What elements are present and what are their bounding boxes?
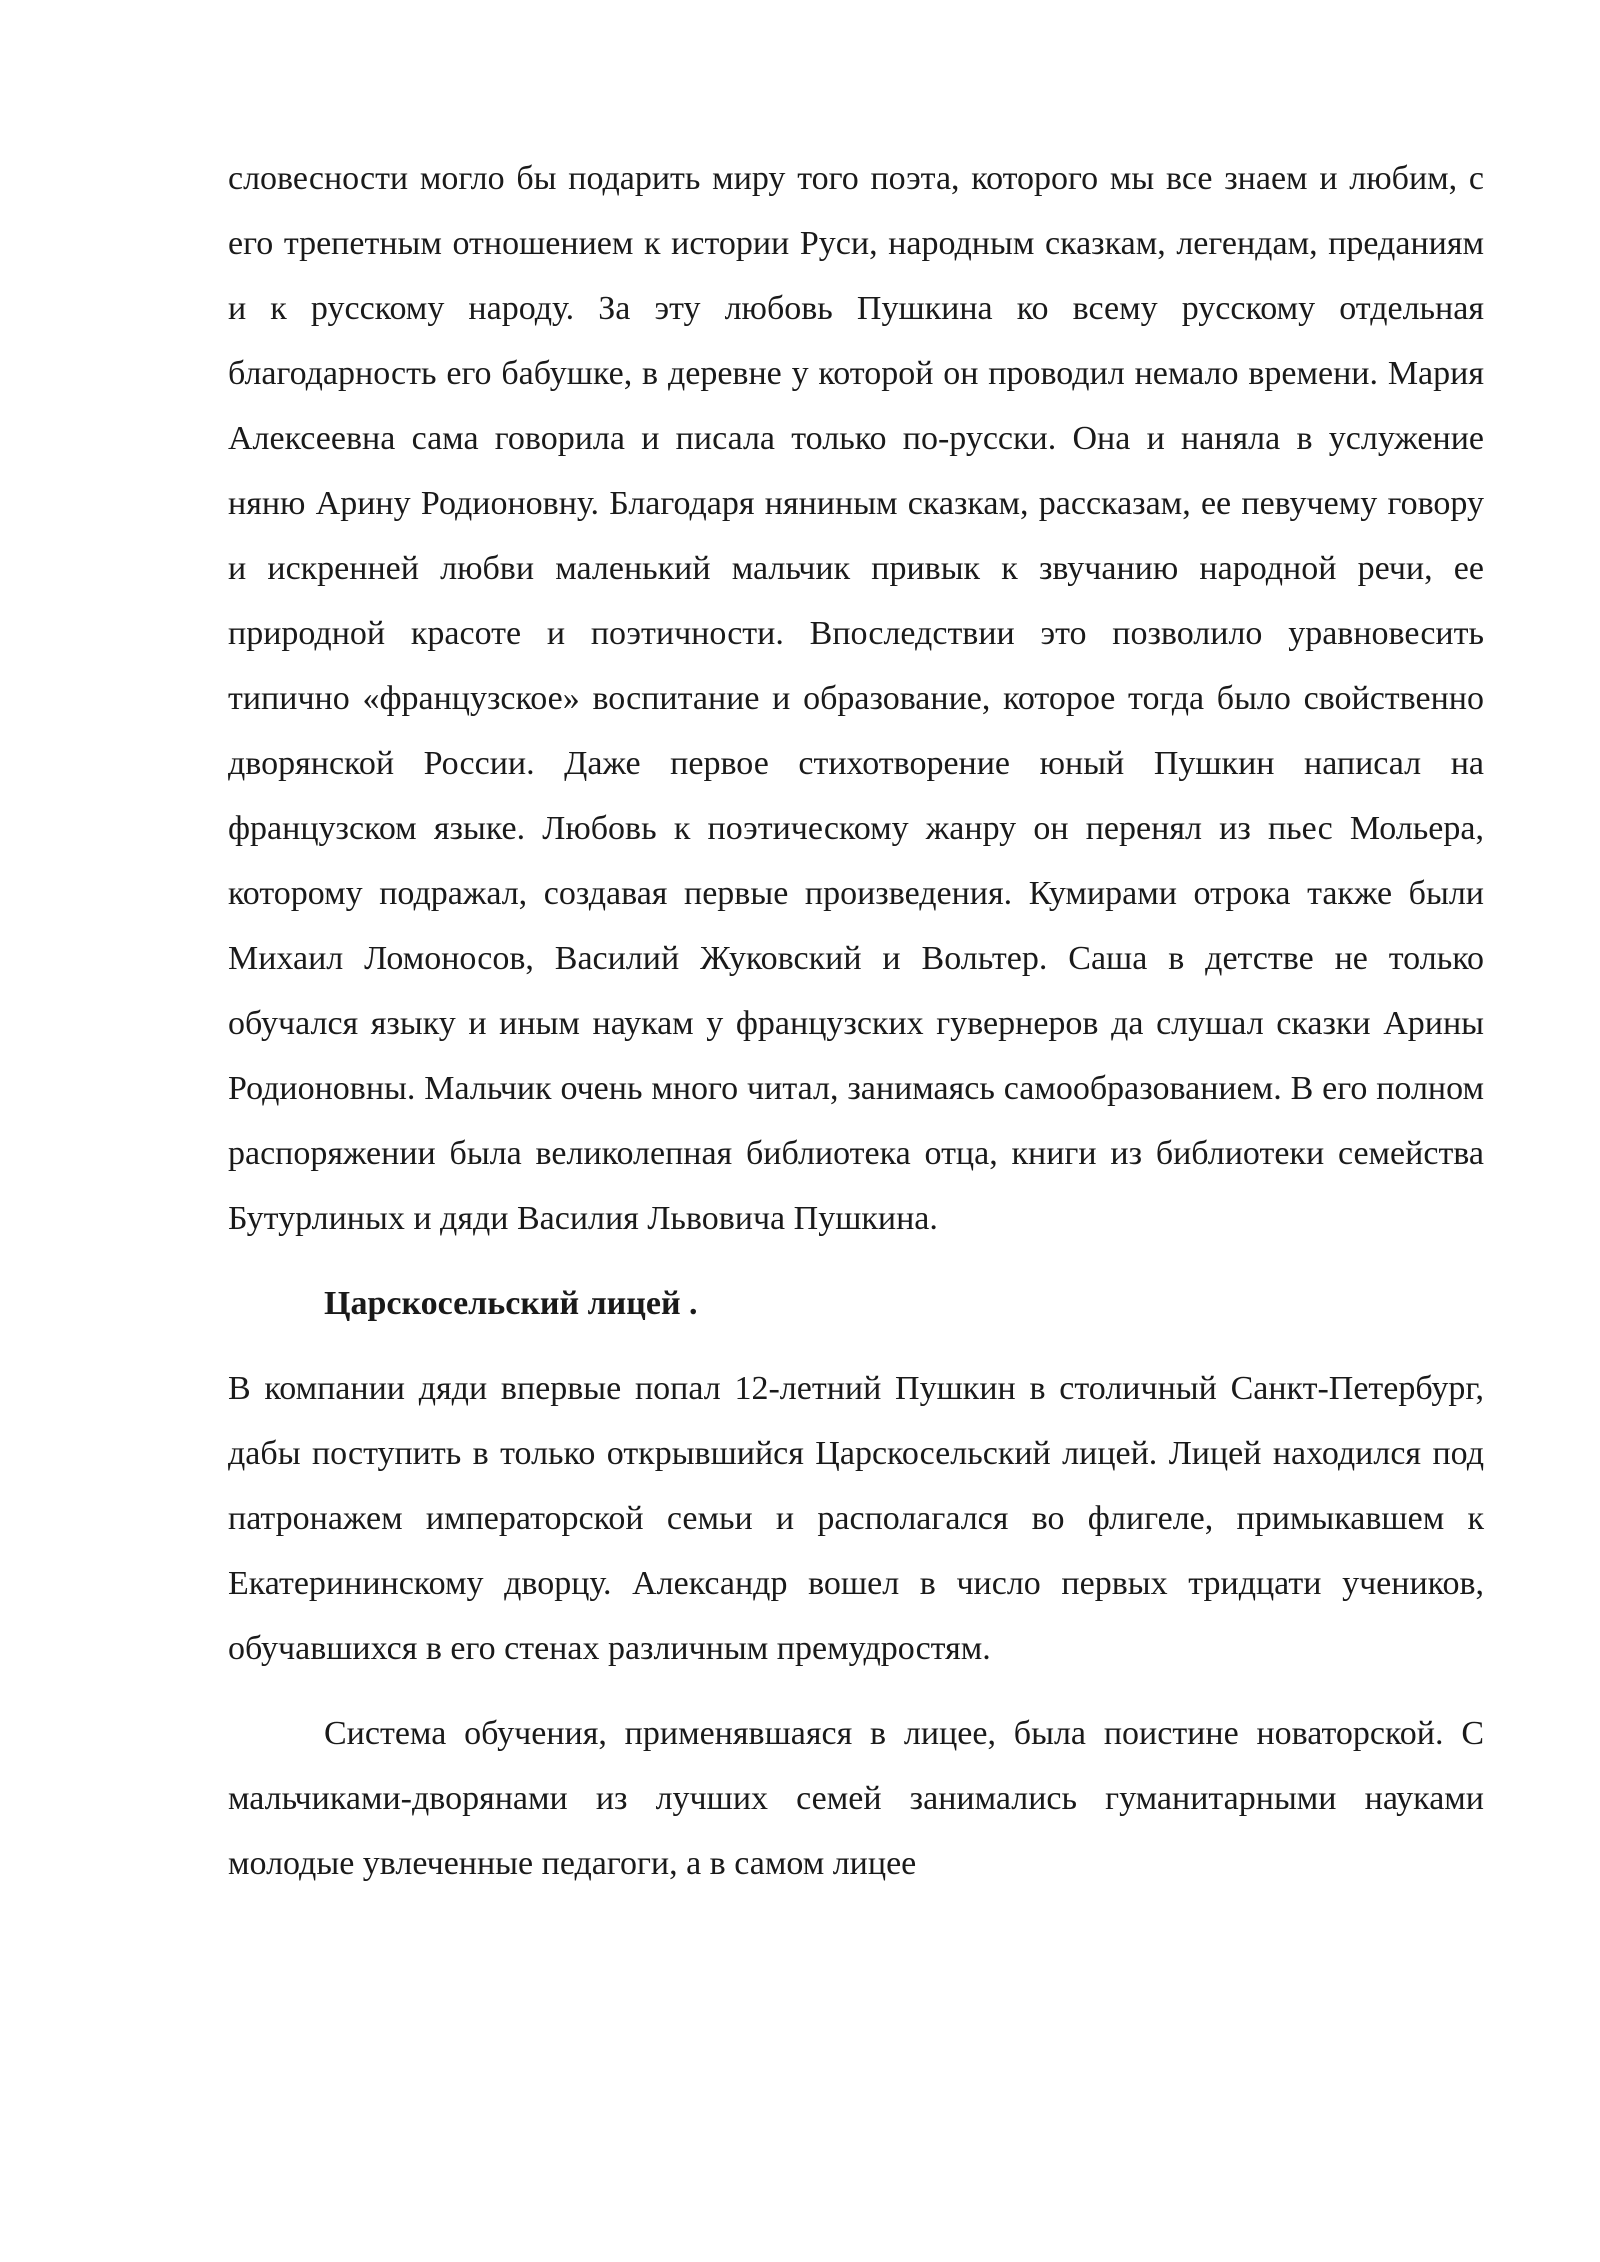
paragraph-lyceum-entry: В компании дяди впервые попал 12-летний Пушкин в столичный Санкт-Петербург, дабы поступить в только открывшийся Царскосельский лицей. Лицей находился под патронажем императорской семьи и располагался во флигеле, примыкавшем к Екатерининскому дворцу. Александр вошел в число первых тридцати учеников, обучавшихся в его стенах различным премудростям.: [228, 1370, 1484, 1667]
paragraph-childhood: словесности могло бы подарить миру того поэта, которого мы все знаем и любим, с его трепетным отношением к истории Руси, народным сказкам, легендам, преданиям и к русскому народу. За эту любовь Пушкина ко всему русскому отдельная благодарность его бабушке, в деревне у которой он проводил немало времени. Мария Алексеевна сама говорила и писала только по-русски. Она и наняла в услужение няню Арину Родионовну. Благодаря няниным сказкам, рассказам, ее певучему говору и искренней любви маленький мальчик привык к звучанию народной речи, ее природной красоте и поэтичности. Впоследствии это позволило уравновесить типично «французское» воспитание и образование, которое тогда было свойственно дворянской России. Даже первое стихотворение юный Пушкин написал на французском языке. Любовь к поэтическому жанру он перенял из пьес Мольера, которому подражал, создавая первые произведения. Кумирами отрока также были Михаил Ломоносов, Василий Жуковский и Вольтер. Саша в детстве не только обучался языку и иным наукам у французских гувернеров да слушал сказки Арины Родионовны. Мальчик очень много читал, занимаясь самообразованием. В его полном распоряжении была великолепная библиотека отца, книги из библиотеки семейства Бутурлиных и дяди Василия Львовича Пушкина.: [228, 160, 1484, 1237]
text-column: [228, 146, 1484, 1896]
section-heading-lyceum: Царскосельский лицей .: [324, 1285, 698, 1322]
paragraph-education-system: Система обучения, применявшаяся в лицее, была поистине новаторской. С мальчиками-дворянами из лучших семей занимались гуманитарными науками молодые увлеченные педагоги, а в самом лицее: [228, 1715, 1484, 1882]
